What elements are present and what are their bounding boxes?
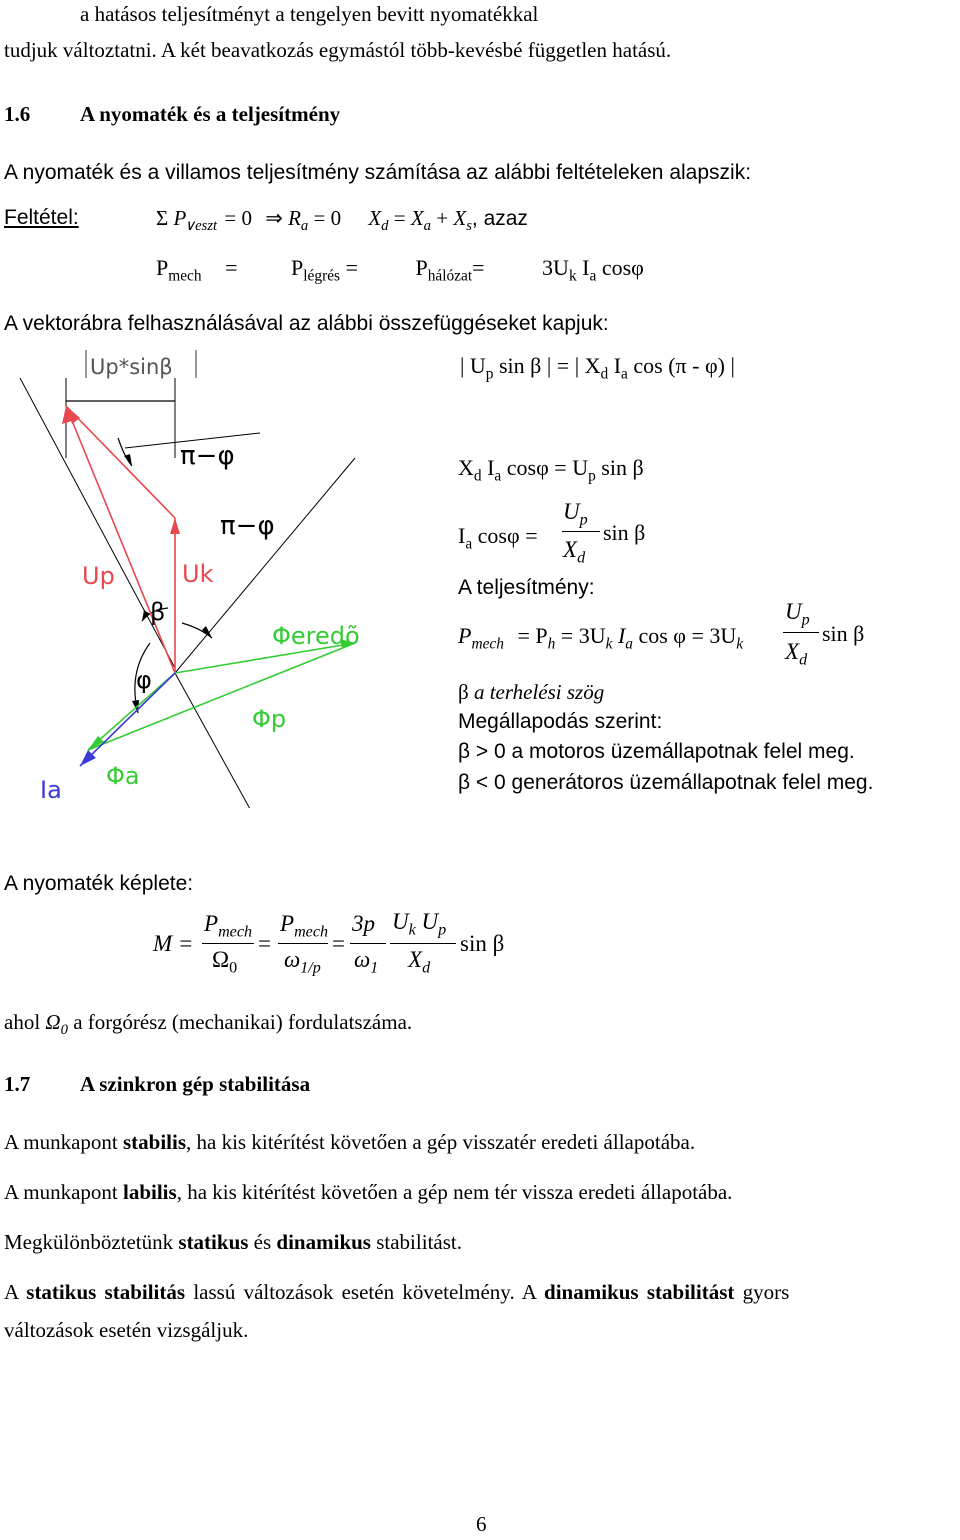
- beta-positive: β > 0 a motoros üzemállapotnak felel meg.: [458, 740, 855, 763]
- label-pi-phi-1: π−φ: [180, 441, 235, 471]
- torque-f4-numerator: $U_k$ $U_p$: [392, 909, 447, 939]
- condition-label: Feltétel:: [4, 206, 79, 229]
- torque-f2-bar: [278, 943, 328, 944]
- equation-ia-lhs: $I_a$ cosφ =: [458, 523, 538, 553]
- condition-formula: Σ $P_{\vee eszt} = 0$ ⇒ $R_a = 0$ $X_d = X_a + X_s$, azaz: [156, 206, 528, 235]
- torque-f4-denominator: $X_d$: [408, 947, 431, 977]
- beta-negative: β < 0 generátoros üzemállapotnak felel meg.: [458, 771, 874, 794]
- phi-p-vector: [88, 643, 355, 750]
- equation-xd-ia: $X_d$ $I_a$ $\cos\varphi = U_p$ sin β: [458, 455, 644, 485]
- label-phi-eredo: Φeredõ: [272, 622, 360, 650]
- equation-ia-sin: sin β: [603, 520, 646, 545]
- label-ia: Ia: [40, 776, 62, 804]
- torque-f4-bar: [390, 943, 456, 944]
- equation-pmech: $P_{mech} = P_h = 3U_k$ $I_a$ $\cos \varphi = 3U_k$: [458, 623, 744, 653]
- torque-f3-bar: [350, 943, 386, 944]
- label-up: Up: [82, 562, 115, 590]
- paragraph-megkulonboztetunk: Megkülönböztetünk statikus és dinamikus stabilitást.: [4, 1230, 462, 1254]
- uk-vector-arrowhead: [170, 518, 180, 534]
- paragraph-labilis: A munkapont labilis, ha kis kitérítést követően a gép nem tér vissza eredeti állapotába.: [4, 1180, 733, 1204]
- phi-a-vector: [88, 673, 175, 750]
- equation-ia-numerator: $U_p$: [563, 499, 588, 529]
- section-title-1-7: A szinkron gép stabilitása: [80, 1072, 311, 1096]
- section-number-1-7: 1.7: [4, 1072, 31, 1096]
- xd-ia-vector: [66, 406, 175, 518]
- label-beta: β: [150, 598, 166, 626]
- ahol-line: ahol $\Omega_0$ a forgórész (mechanikai) fordulatszáma.: [4, 1010, 413, 1039]
- torque-eq2: =: [332, 931, 345, 956]
- reference-line-4: [175, 673, 255, 808]
- torque-sin: sin β: [460, 931, 505, 956]
- torque-f3-denominator: $\omega_1$: [354, 947, 379, 977]
- torque-M: M =: [153, 931, 194, 956]
- label-phi-p: Φp: [252, 705, 287, 733]
- paragraph-conditions: A nyomaték és a villamos teljesítmény számítása az alábbi feltételeken alapszik:: [4, 161, 752, 184]
- label-phi-a: Φa: [106, 762, 140, 790]
- label-teljesitmeny: A teljesítmény:: [458, 576, 595, 599]
- torque-f2-numerator: $P_{mech}$: [280, 911, 329, 941]
- section-number-1-6: 1.6: [4, 102, 31, 126]
- torque-label: A nyomaték képlete:: [4, 872, 194, 895]
- torque-f2-denominator: $\omega_{1/p}$: [284, 947, 321, 977]
- label-pi-phi-2: π−φ: [220, 511, 275, 541]
- label-phi: φ: [136, 666, 152, 694]
- paragraph-stabilis: A munkapont stabilis, ha kis kitérítést követően a gép visszatér eredeti állapotába.: [4, 1130, 696, 1154]
- intro-line-2: tudjuk változtatni. A két beavatkozás egymástól több-kevésbé független hatású.: [4, 38, 672, 62]
- equation-pmech-numerator: $U_p$: [785, 599, 810, 629]
- torque-f1-numerator: $P_{mech}$: [204, 911, 253, 941]
- torque-f1-denominator: $\Omega_0$: [212, 947, 238, 977]
- megallapodas: Megállapodás szerint:: [458, 710, 663, 733]
- paragraph-vector-diagram: A vektorábra felhasználásával az alábbi összefüggéseket kapjuk:: [4, 312, 609, 335]
- torque-eq1: =: [258, 931, 271, 956]
- section-title-1-6: A nyomaték és a teljesítmény: [80, 102, 341, 126]
- label-upsinb: Up*sinβ: [90, 355, 173, 379]
- equation-pmech-sin: sin β: [822, 621, 865, 646]
- equation-abs: | $U_p$ sin β | = | $X_d$ $I_a$ cos (π - φ) |: [460, 353, 735, 383]
- paragraph-statikus-dinamikus: A statikus stabilitás lassú változások esetén követelmény. A dinamikus stabilitást gyors: [4, 1280, 790, 1304]
- equation-pmech-denominator: $X_d$: [785, 639, 808, 669]
- equation-ia-fraction-bar: [562, 531, 600, 532]
- torque-f1-bar: [202, 943, 254, 944]
- label-uk: Uk: [182, 560, 214, 588]
- ia-vector: [80, 673, 175, 766]
- intro-line-1: a hatásos teljesítményt a tengelyen bevitt nyomatékkal: [80, 2, 539, 26]
- power-equation: $P_{mech} = P_{légrés} = P_{hálózat}= 3U_k$ $I_a$ cosφ: [156, 255, 644, 285]
- phasor-diagram: [0, 338, 440, 808]
- equation-pmech-fraction-bar: [783, 632, 819, 633]
- equation-ia-denominator: $X_d$: [563, 537, 586, 567]
- page-number: 6: [476, 1512, 487, 1536]
- beta-definition: β a terhelési szög: [458, 680, 605, 704]
- paragraph-statikus-dinamikus-cont: változások esetén vizsgáljuk.: [4, 1318, 249, 1342]
- arc-arrowhead-1: [124, 454, 132, 466]
- torque-f3-numerator: 3p: [352, 911, 375, 936]
